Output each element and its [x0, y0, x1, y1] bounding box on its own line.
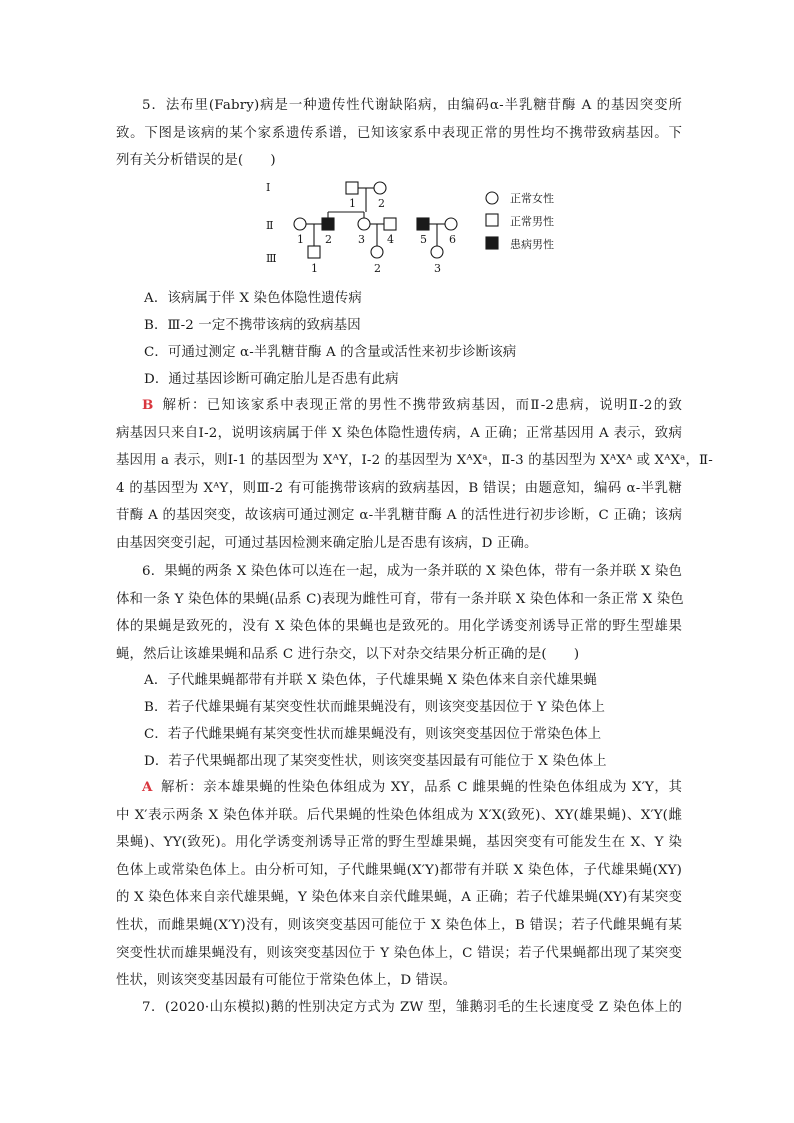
q5-analysis-line — [116, 392, 682, 420]
pedigree-chart — [254, 174, 594, 274]
pedigree-normal-female — [358, 218, 370, 230]
pedigree-label: 6 — [449, 233, 456, 246]
q6-analysis-line: 的 X 染色体来自亲代雄果蝇，Y 染色体来自亲代雌果蝇，A 正确；若子代雄果蝇(XY)有某突变 — [116, 890, 682, 906]
q5-stem-line: 列有关分析错误的是( ) — [116, 153, 276, 169]
pedigree-normal-female — [371, 246, 383, 258]
q6-stem-line: 6．果蝇的两条 X 染色体可以连在一起，成为一条并联的 X 染色体，带有一条并联 X 染色 — [142, 564, 682, 579]
pedigree-label: 1 — [311, 262, 318, 274]
legend-normal-male: 正常男性 — [510, 215, 554, 228]
generation-label-1: Ⅰ — [266, 181, 271, 194]
q5-stem-line: 5．法布里(Fabry)病是一种遗传性代谢缺陷病，由编码α-半乳糖苷酶 A 的基因突变所 — [142, 98, 682, 113]
q6-analysis-line: 中 X′表示两条 X 染色体并联。后代果蝇的性染色体组成为 X′X(致死)、XY(雄果蝇)、X′Y(雌 — [116, 807, 682, 823]
pedigree-normal-female — [431, 246, 443, 258]
q6-stem-line: 体的果蝇是致死的，没有 X 染色体的果蝇也是致死的。用化学诱变剂诱导正常的野生型雄果 — [116, 619, 682, 635]
q5-analysis — [116, 392, 713, 558]
legend-affected-male: 患病男性 — [510, 238, 554, 251]
q6-analysis-line: 性状，则该突变基因最有可能位于常染色体上，D 错误。 — [116, 973, 457, 989]
q5-stem-line: 致。下图是该病的某个家系遗传系谱，已知该家系中表现正常的男性均不携带致病基因。下 — [116, 125, 682, 141]
pedigree-normal-female — [374, 182, 386, 194]
pedigree-label: 2 — [325, 233, 332, 246]
pedigree-label: 1 — [349, 197, 356, 210]
q5-analysis-line: 苷酶 A 的基因突变，故该病可通过测定 α-半乳糖苷酶 A 的活性进行初步诊断，C 正确；该病 — [116, 508, 682, 524]
generation-label-3: Ⅲ — [266, 252, 277, 265]
q6-analysis-line: 性状，而雌果蝇(X′Y)没有，则该突变基因可能位于 X 染色体上，B 错误；若子代雌果蝇有某 — [116, 917, 682, 933]
legend-normal-female: 正常女性 — [510, 192, 554, 205]
pedigree-label: 3 — [358, 233, 365, 246]
q6-answer-letter: A — [142, 779, 153, 795]
q5-analysis-line: 基因用 a 表示，则Ⅰ-1 的基因型为 XᴬY，Ⅰ-2 的基因型为 XᴬXᵃ，Ⅱ-3 的基因型为 XᴬXᴬ 或 XᴬXᵃ，Ⅱ- — [116, 453, 713, 469]
q5-analysis-line: 4 的基因型为 XᴬY，则Ⅲ-2 有可能携带该病的致病基因，B 错误；由题意知，编码 α-半乳糖 — [116, 480, 682, 496]
legend-male-symbol — [486, 214, 498, 226]
q6-analysis — [116, 774, 682, 995]
pedigree-label: 3 — [434, 262, 441, 274]
q6-option-d: D．若子代果蝇都出现了某突变性状，则该突变基因最有可能位于 X 染色体上 — [144, 754, 607, 769]
q6-analysis-line: 色体上或常染色体上。由分析可知，子代雌果蝇(X′Y)都带有并联 X 染色体，子代雄果蝇(XY) — [116, 862, 682, 878]
pedigree-affected-male — [322, 218, 334, 230]
pedigree-normal-male — [384, 218, 396, 230]
q5-option-c: C．可通过测定 α-半乳糖苷酶 A 的含量或活性来初步诊断该病 — [144, 345, 517, 360]
q5-analysis-text: 解析：已知该家系中表现正常的男性不携带致病基因，而Ⅱ-2患病，说明Ⅱ-2的致 — [161, 398, 682, 413]
pedigree-label: 5 — [420, 233, 427, 246]
q6-analysis-line: 果蝇)、YY(致死)。用化学诱变剂诱导正常的野生型雄果蝇，基因突变有可能发生在 X、Y 染 — [116, 835, 682, 851]
pedigree-normal-male — [308, 246, 320, 258]
pedigree-normal-male — [346, 182, 358, 194]
q6-option-b: B．若子代雄果蝇有某突变性状而雌果蝇没有，则该突变基因位于 Y 染色体上 — [144, 700, 606, 715]
q6-stem-line: 体和一条 Y 染色体的果蝇(品系 C)表现为雌性可育，带有一条并联 X 染色体和一条正常 X 染色 — [116, 591, 684, 607]
pedigree-label: 2 — [374, 262, 381, 274]
legend-affected-symbol — [486, 237, 498, 249]
pedigree-affected-male — [417, 218, 429, 230]
q5-stem — [116, 92, 682, 175]
q5-answer-letter: B — [142, 397, 154, 413]
q5-option-b: B．Ⅲ-2 一定不携带该病的致病基因 — [144, 318, 361, 333]
pedigree-normal-female — [294, 218, 306, 230]
q5-option-d: D．通过基因诊断可确定胎儿是否患有此病 — [144, 372, 399, 387]
q6-option-a: A．子代雌果蝇都带有并联 X 染色体，子代雄果蝇 X 染色体来自亲代雄果蝇 — [144, 673, 598, 688]
q6-stem-line: 蝇，然后让该雄果蝇和品系 C 进行杂交，以下对杂交结果分析正确的是( ) — [116, 646, 580, 662]
q6-stem — [116, 558, 682, 668]
pedigree-normal-female — [445, 218, 457, 230]
pedigree-label: 2 — [378, 197, 385, 210]
pedigree-label: 4 — [387, 233, 394, 246]
q6-analysis-line — [116, 774, 682, 802]
q6-option-c: C．若子代雌果蝇有某突变性状而雄果蝇没有，则该突变基因位于常染色体上 — [144, 727, 602, 742]
q5-analysis-line: 由基因突变引起，可通过基因检测来确定胎儿是否患有该病，D 正确。 — [116, 535, 538, 551]
q5-analysis-line: 病基因只来自Ⅰ-2，说明该病属于伴 X 染色体隐性遗传病，A 正确；正常基因用 A 表示，致病 — [116, 425, 682, 441]
q5-option-a: A．该病属于伴 X 染色体隐性遗传病 — [144, 291, 362, 306]
q6-analysis-line: 突变性状而雄果蝇没有，则该突变基因位于 Y 染色体上，C 错误；若子代果蝇都出现了某突变 — [116, 945, 682, 961]
q7-stem — [116, 994, 682, 1022]
q7-stem-line: 7．(2020·山东模拟)鹅的性别决定方式为 ZW 型，雏鹅羽毛的生长速度受 Z 染色体上的 — [142, 1000, 682, 1015]
legend-female-symbol — [486, 192, 498, 204]
q6-analysis-text: 解析：亲本雄果蝇的性染色体组成为 XY，品系 C 雌果蝇的性染色体组成为 X′Y，其 — [160, 780, 682, 795]
pedigree-label: 1 — [297, 233, 304, 246]
generation-label-2: Ⅱ — [266, 219, 274, 232]
